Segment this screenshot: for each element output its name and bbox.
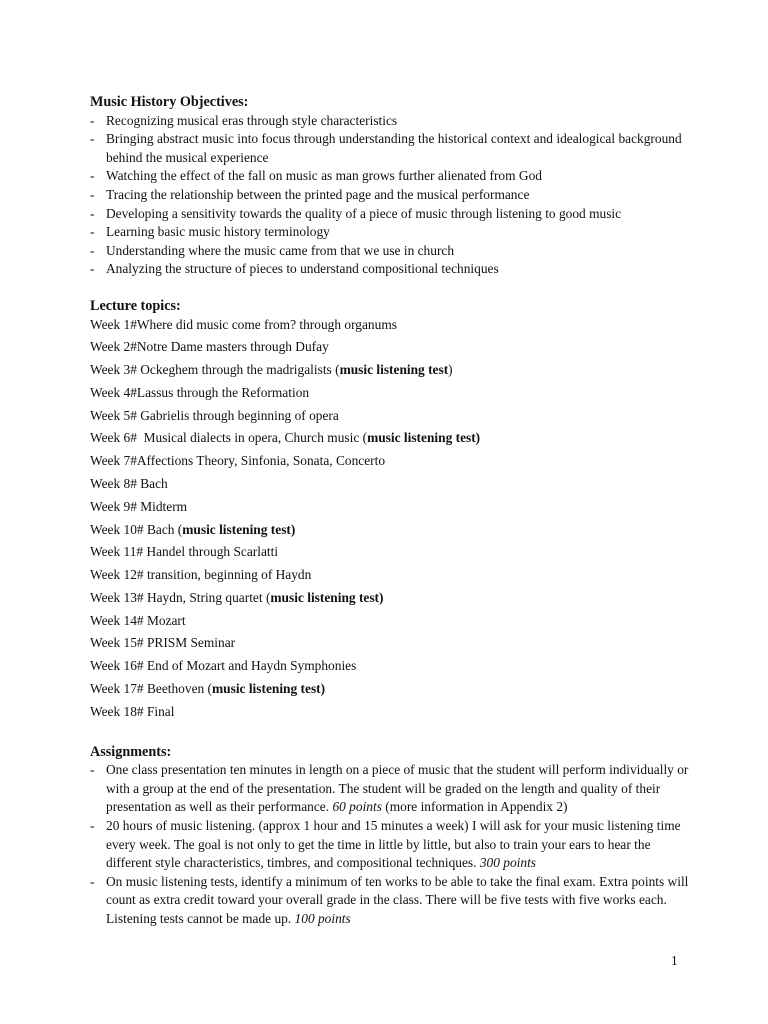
lecture-week-row [90, 612, 690, 631]
week-label: Week 5# [90, 407, 137, 423]
lecture-week-row [90, 338, 690, 357]
week-topic: transition, beginning of Haydn [143, 567, 312, 583]
page-number: 1 [671, 953, 678, 968]
week-label: Week 1# [90, 316, 137, 332]
week-label: Week 16# [90, 658, 144, 674]
week-topic: Where did music come from? through organums [136, 316, 397, 332]
objectives-heading: Music History Objectives: [90, 94, 249, 110]
week-topic: Final [143, 703, 175, 719]
objective-item: - Understanding where the music came from that we use in church [90, 242, 690, 261]
listening-test-label: music listening test) [212, 681, 326, 697]
week-label: Week 14# [90, 612, 144, 628]
assignment-item [90, 817, 690, 873]
lecture-week-row [90, 498, 690, 517]
page-content [90, 93, 690, 929]
lecture-week-row [90, 429, 690, 448]
week-label: Week 11# [90, 544, 144, 560]
lecture-week-row [90, 407, 690, 426]
week-label: Week 6# [90, 430, 137, 446]
week-topic: Haydn, String quartet ( [143, 589, 271, 605]
lecture-topics-heading: Lecture topics: [90, 297, 181, 314]
assignments-list [90, 761, 690, 928]
week-topic: Lassus through the Reformation [136, 384, 310, 400]
week-topic: End of Mozart and Haydn Symphonies [143, 658, 357, 674]
lecture-week-row [90, 384, 690, 403]
listening-test-label: music listening test) [270, 589, 384, 605]
assignment-points: 300 points [479, 855, 537, 871]
objective-item: - Watching the effect of the fall on music as man grows further alienated from God [90, 167, 690, 186]
assignment-points: 100 points [294, 910, 351, 926]
week-topic: Mozart [143, 612, 186, 628]
lecture-week-row [90, 703, 690, 722]
week-label: Week 13# [90, 589, 144, 605]
week-topic: Midterm [136, 498, 188, 514]
week-topic: Handel through Scarlatti [143, 544, 279, 560]
listening-test-label: music listening test) [182, 521, 296, 537]
week-topic: Bach [136, 476, 168, 491]
listening-test-label: music listening test [339, 362, 449, 378]
objectives-list [90, 112, 690, 279]
lecture-week-row [90, 566, 690, 585]
week-label: Week 10# [90, 521, 144, 537]
lecture-week-row [90, 361, 690, 380]
week-topic: Beethoven ( [143, 681, 213, 697]
week-label: Week 3# [90, 362, 137, 378]
listening-test-label: music listening test) [367, 430, 481, 446]
objective-item: - Bringing abstract music into focus through understanding the historical context and idealogical background behind the musical experience [90, 130, 690, 167]
week-label: Week 4# [90, 384, 137, 400]
objective-item: - Developing a sensitivity towards the quality of a piece of music through listening to good music [90, 205, 690, 224]
closing-paren: ) [448, 362, 453, 378]
week-label: Week 2# [90, 339, 137, 355]
week-topic: Bach ( [143, 521, 183, 537]
assignment-item [90, 873, 690, 929]
week-label: Week 18# [90, 703, 144, 719]
lecture-week-row [90, 589, 690, 608]
assignment-text: On music listening tests, identify a minimum of ten works to be able to take the final exam. Extra points will count as extra credit toward your overall grade in the class. There will be five tests with five works each. Listening tests cannot be made up. [106, 873, 689, 926]
assignment-text: One class presentation ten minutes in length on a piece of music that the student will perform individually or with a group at the end of the presentation. The student will be graded on the length and quality of their presentation as well as their performance. [106, 762, 689, 815]
week-label: Week 12# [90, 567, 144, 583]
week-topic: Affections Theory, Sinfonia, Sonata, Concerto [136, 453, 386, 469]
objective-item: - Tracing the relationship between the printed page and the musical performance [90, 186, 690, 205]
lecture-week-row [90, 452, 690, 471]
assignment-note: (more information in Appendix 2) [381, 799, 568, 815]
lecture-week-row [90, 657, 690, 676]
objective-item: - Analyzing the structure of pieces to understand compositional techniques [90, 260, 690, 279]
week-label: Week 15# [90, 635, 144, 651]
week-label: Week 9# [90, 498, 137, 514]
week-topic: PRISM Seminar [143, 635, 236, 651]
lecture-week-row [90, 521, 690, 540]
lecture-weeks-list [90, 316, 690, 722]
week-topic: Gabrielis through beginning of opera [136, 407, 339, 423]
week-topic: Notre Dame masters through Dufay [136, 339, 329, 355]
week-label: Week 8# [90, 476, 137, 491]
assignments-heading: Assignments: [90, 743, 172, 760]
assignment-item [90, 761, 690, 817]
assignment-text: 20 hours of music listening. (approx 1 hour and 15 minutes a week) I will ask for your music listening time every week. The goal is not only to get the time in little by little, but also to train your ears to hear the different style characteristics, timbres, and compositional techniques. [106, 817, 681, 871]
lecture-week-row [90, 475, 690, 494]
lecture-week-row [90, 543, 690, 562]
lecture-week-row [90, 680, 690, 699]
assignment-points: 60 points [332, 799, 382, 815]
week-topic: Ockeghem through the madrigalists ( [136, 362, 340, 378]
objective-item: - Recognizing musical eras through style characteristics [90, 112, 690, 131]
week-label: Week 17# [90, 681, 144, 697]
week-topic: Musical dialects in opera, Church music ( [136, 430, 368, 446]
objective-item: - Learning basic music history terminology [90, 223, 690, 242]
week-label: Week 7# [90, 453, 137, 469]
lecture-week-row [90, 634, 690, 653]
lecture-week-row [90, 316, 690, 335]
